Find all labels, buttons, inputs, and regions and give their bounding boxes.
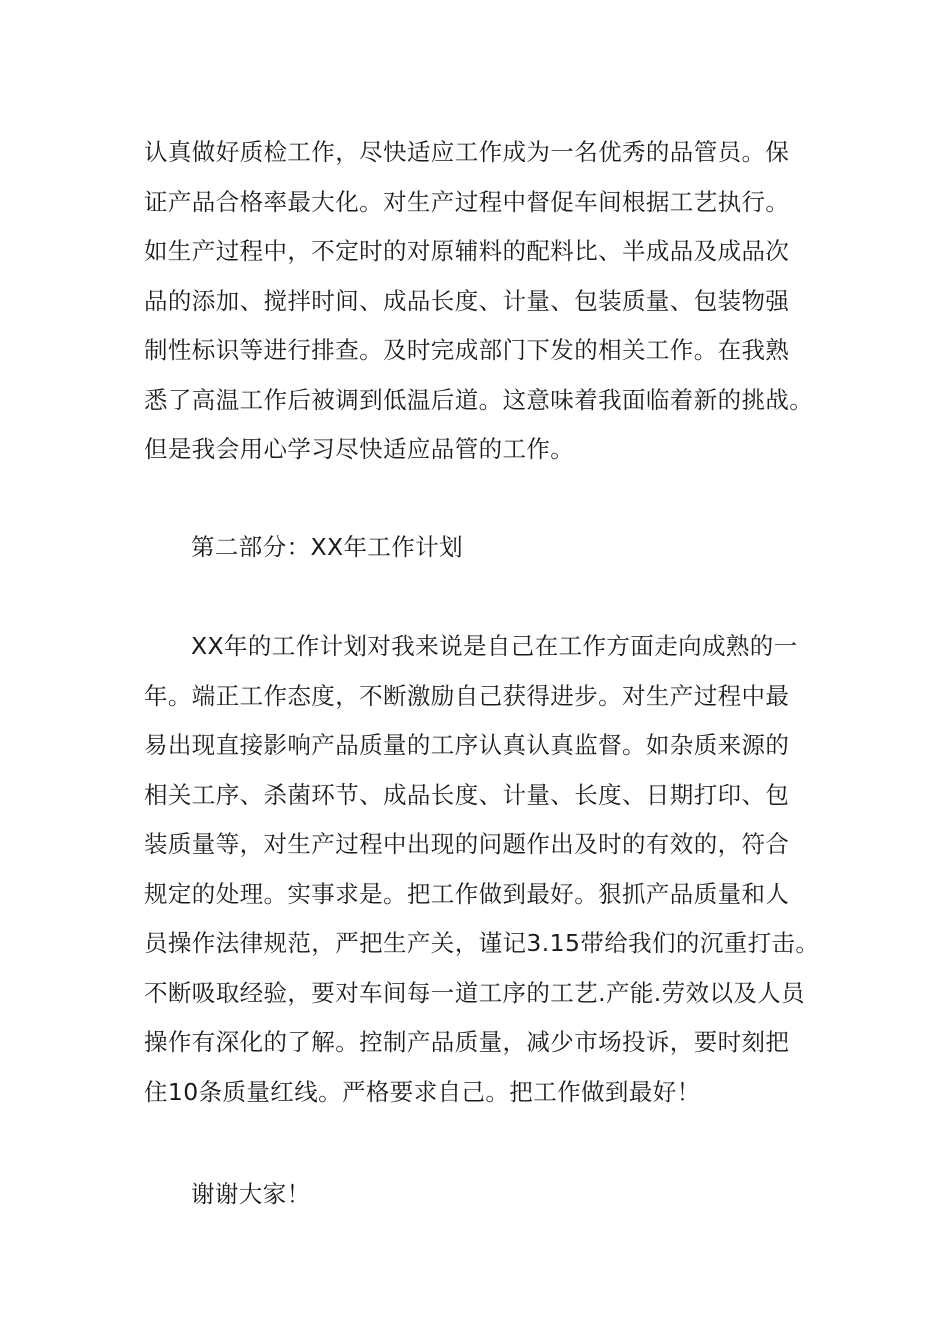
section-heading: [144, 523, 824, 573]
paragraph-line: 年。端正工作态度，不断激励自己获得进步。对生产过程中最: [144, 681, 790, 710]
paragraph-line: 易出现直接影响产品质量的工序认真认真监督。如杂质来源的: [144, 731, 790, 759]
section-heading-text: 第二部分：XX年工作计划: [191, 533, 463, 561]
paragraph-line: 认真做好质检工作，尽快适应工作成为一名优秀的品管员。保: [144, 138, 790, 166]
paragraph-line: XX年的工作计划对我来说是自己在工作方面走向成熟的一: [191, 632, 798, 660]
paragraph-line: 不断吸取经验，要对车间每一道工序的工艺.产能.劳效以及人员: [144, 978, 806, 1007]
paragraph-line: 操作有深化的了解。控制产品质量，减少市场投诉，要时刻把: [144, 1028, 790, 1056]
paragraph-line: 证产品合格率最大化。对生产过程中督促车间根据工艺执行。: [144, 187, 790, 216]
paragraph-line: 住10条质量红线。严格要求自己。把工作做到最好！: [144, 1077, 701, 1106]
paragraph-line: 但是我会用心学习尽快适应品管的工作。: [144, 435, 575, 463]
closing-remark: [144, 1170, 824, 1220]
paragraph-line: 装质量等，对生产过程中出现的问题作出及时的有效的，符合: [144, 830, 790, 858]
paragraph-line: 规定的处理。实事求是。把工作做到最好。狠抓产品质量和人: [144, 879, 790, 908]
paragraph-line: 悉了高温工作后被调到低温后道。这意味着我面临着新的挑战。: [144, 385, 814, 414]
paragraph-line: 员操作法律规范，严把生产关，谨记3.15带给我们的沉重打击。: [144, 929, 820, 957]
paragraph-quality-work: [144, 128, 824, 475]
paragraph-line: 品的添加、搅拌时间、成品长度、计量、包装质量、包装物强: [144, 286, 790, 315]
paragraph-work-plan: [144, 622, 824, 1117]
paragraph-line: 制性标识等进行排查。及时完成部门下发的相关工作。在我熟: [144, 336, 790, 364]
closing-text: 谢谢大家！: [191, 1180, 311, 1208]
paragraph-line: 相关工序、杀菌环节、成品长度、计量、长度、日期打印、包: [144, 780, 790, 809]
paragraph-line: 如生产过程中，不定时的对原辅料的配料比、半成品及成品次: [144, 237, 790, 265]
